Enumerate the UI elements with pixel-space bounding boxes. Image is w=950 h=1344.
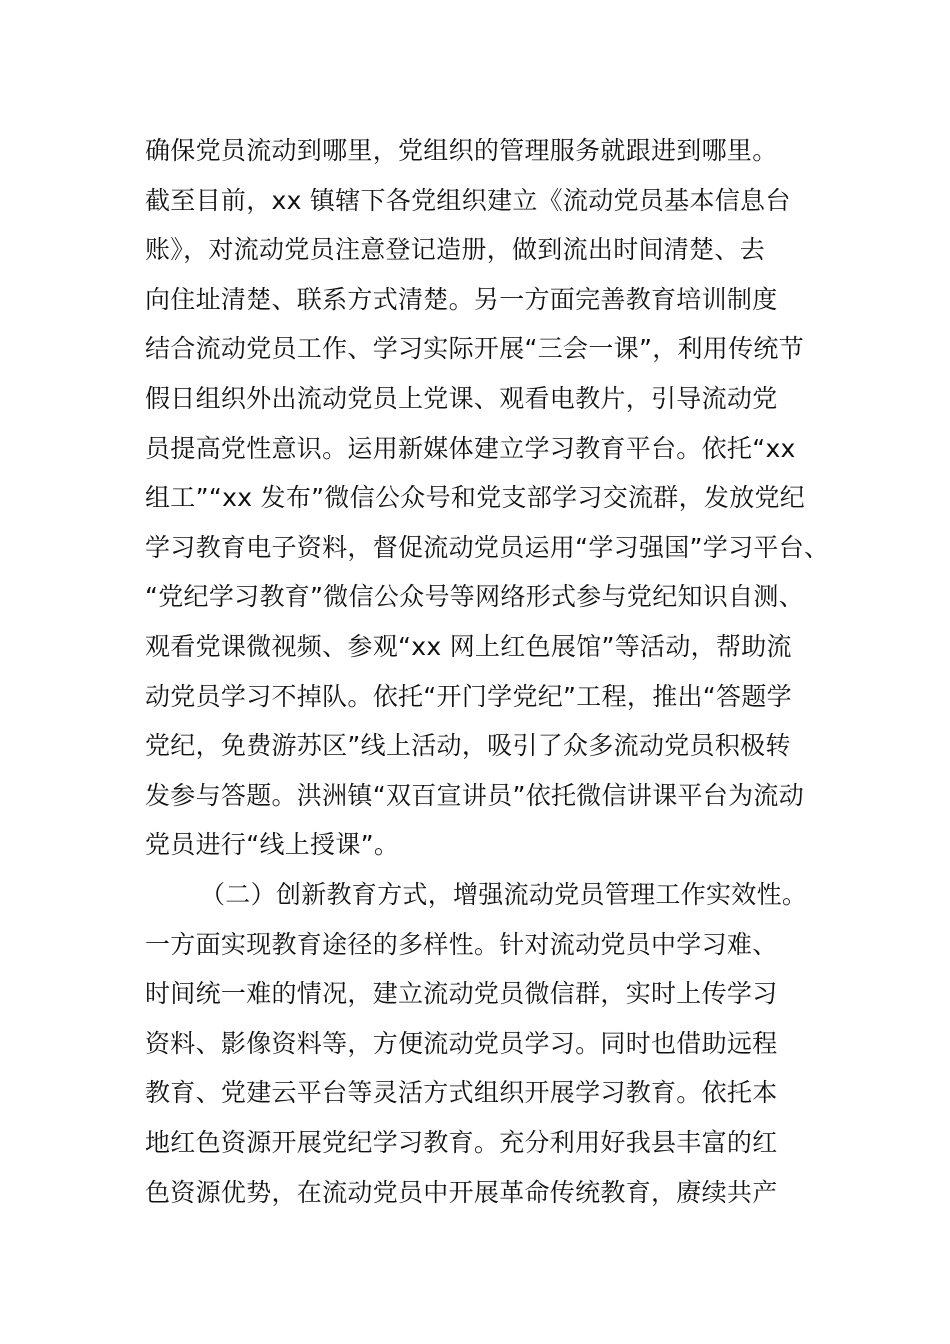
text-line: 向住址清楚、联系方式清楚。另一方面完善教育培训制度 xyxy=(145,285,778,314)
text-line: 资料、影像资料等，方便流动党员学习。同时也借助远程 xyxy=(145,1029,778,1058)
text-line: 地红色资源开展党纪学习教育。充分利用好我县丰富的红 xyxy=(145,1128,778,1157)
text-line: 教育、党建云平台等灵活方式组织开展学习教育。依托本 xyxy=(145,1078,778,1107)
text-line: “党纪学习教育”微信公众号等网络形式参与党纪知识自测、 xyxy=(145,582,805,611)
text-line: 色资源优势，在流动党员中开展革命传统教育，赓续共产 xyxy=(145,1178,778,1207)
text-line: 结合流动党员工作、学习实际开展“三会一课”，利用传统节 xyxy=(145,334,805,363)
text-line: 动党员学习不掉队。依托“开门学党纪”工程，推出“答题学 xyxy=(145,682,792,711)
text-line: 学习教育电子资料，督促流动党员运用“学习强国”学习平台、 xyxy=(145,533,830,562)
text-line: 假日组织外出流动党员上党课、观看电教片，引导流动党 xyxy=(145,384,778,413)
text-line: 组工”“xx 发布”微信公众号和党支部学习交流群，发放党纪 xyxy=(145,483,806,512)
text-line: 一方面实现教育途径的多样性。针对流动党员中学习难、 xyxy=(145,930,778,959)
text-line: 时间统一难的情况，建立流动党员微信群，实时上传学习 xyxy=(145,979,778,1008)
text-line: 发参与答题。洪洲镇“双百宣讲员”依托微信讲课平台为流动 xyxy=(145,781,805,810)
text-line: 观看党课微视频、参观“xx 网上红色展馆”等活动，帮助流 xyxy=(145,632,792,661)
section-heading: （二）创新教育方式，增强流动党员管理工作实效性。 xyxy=(200,880,808,909)
text-line: 截至目前，xx 镇辖下各党组织建立《流动党员基本信息台 xyxy=(145,186,791,215)
text-line: 党员进行“线上授课”。 xyxy=(145,830,400,859)
text-line: 确保党员流动到哪里，党组织的管理服务就跟进到哪里。 xyxy=(145,136,778,165)
text-line: 党纪，免费游苏区”线上活动，吸引了众多流动党员积极转 xyxy=(145,731,791,760)
text-line: 账》，对流动党员注意登记造册，做到流出时间清楚、去 xyxy=(145,235,766,264)
text-line: 员提高党性意识。运用新媒体建立学习教育平台。依托“xx xyxy=(145,434,796,463)
